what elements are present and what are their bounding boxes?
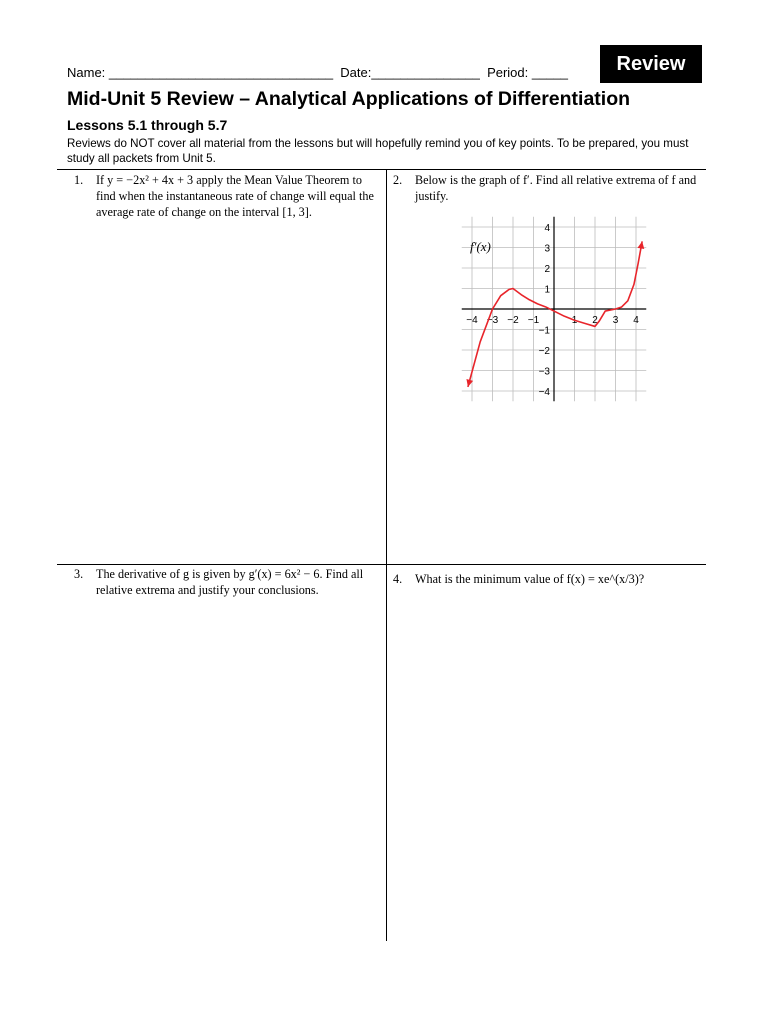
problem-text: Below is the graph of f′. Find all relative extrema of f and justify. [415, 173, 697, 203]
x-tick-label: −4 [466, 315, 478, 326]
y-tick-label: −3 [538, 366, 550, 378]
x-tick-label: 1 [571, 315, 578, 326]
x-tick-label: 2 [592, 315, 598, 326]
graph-label: f′(x) [470, 239, 491, 254]
x-tick-label: 3 [612, 315, 619, 326]
name-blank: _______________________________ [108, 65, 334, 80]
review-badge: Review [600, 45, 702, 83]
page-title: Mid-Unit 5 Review – Analytical Applications of Differentiation [67, 88, 631, 110]
y-tick-label: 3 [544, 243, 550, 255]
y-tick-label: −2 [538, 346, 550, 357]
problem-number: 4. [393, 572, 403, 586]
problem-number: 3. [74, 567, 84, 581]
lessons-subtitle: Lessons 5.1 through 5.7 [67, 117, 228, 133]
problem-text: The derivative of g is given by g′(x) = 6x² − 6. Find all relative extrema and justify your conclusions. [96, 567, 364, 597]
table-middle-border [57, 564, 706, 565]
derivative-graph [440, 213, 660, 403]
problem-text: What is the minimum value of f(x) = xe^(x/3)? [415, 572, 645, 586]
x-tick-label: 4 [633, 315, 639, 326]
problem-number: 2. [393, 173, 403, 187]
date-blank: _______________ [371, 65, 480, 80]
intro-text: Reviews do NOT cover all material from the lessons but will hopefully remind you of key points. To be prepared, you must study all packets from Unit 5. [67, 137, 689, 165]
y-tick-label: −1 [538, 325, 550, 337]
x-tick-label: −2 [507, 315, 519, 326]
x-tick-label: −3 [486, 315, 499, 326]
arrowhead-right [637, 241, 644, 249]
period-blank: _____ [531, 65, 569, 80]
table-column-divider [386, 169, 387, 941]
problem-number: 1. [74, 173, 84, 187]
y-tick-label: 2 [544, 264, 550, 275]
y-tick-label: 4 [544, 223, 550, 234]
period-label: Period: [487, 65, 529, 80]
x-tick-label: −1 [527, 315, 540, 326]
name-label: Name: [67, 65, 106, 80]
y-tick-label: 1 [544, 284, 550, 296]
date-label: Date: [340, 65, 372, 80]
problem-text: If y = −2x² + 4x + 3 apply the Mean Value Theorem to find when the instantaneous rate of change will equal the average rate of change on the interval [1, 3]. [96, 173, 374, 219]
table-top-border [57, 169, 706, 170]
header-fields [67, 65, 568, 80]
y-tick-label: −4 [538, 387, 550, 398]
